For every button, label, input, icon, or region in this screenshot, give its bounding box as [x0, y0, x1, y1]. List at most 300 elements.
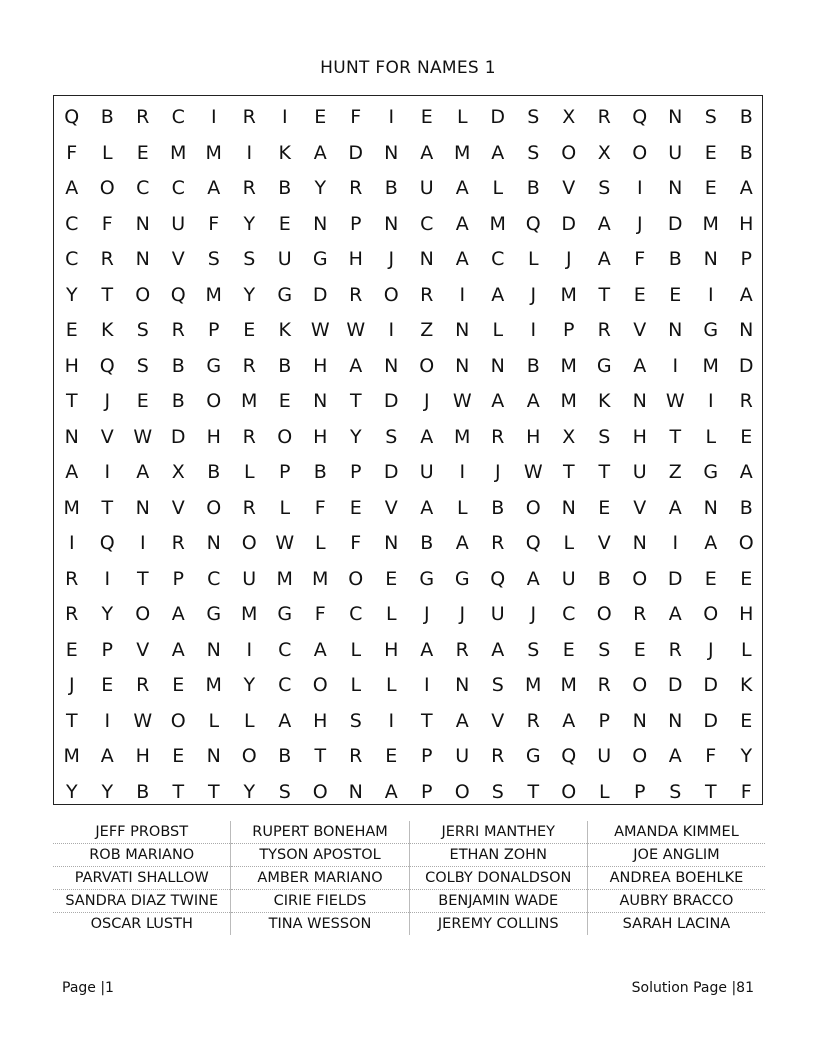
grid-letter: A — [171, 603, 185, 625]
word-search-grid-frame — [53, 95, 763, 805]
grid-letter: Q — [525, 532, 541, 554]
grid-letter: A — [420, 425, 434, 448]
grid-letter: A — [65, 461, 79, 483]
grid-letter: J — [530, 603, 537, 625]
grid-letter: I — [281, 106, 288, 128]
grid-letter: V — [136, 638, 150, 661]
grid-letter: Y — [101, 603, 114, 625]
grid-letter: N — [703, 496, 718, 519]
grid-row — [54, 136, 764, 172]
grid-row — [54, 668, 764, 704]
grid-letter: A — [739, 283, 753, 306]
grid-letter: A — [455, 248, 469, 270]
grid-letter: O — [312, 674, 328, 696]
grid-letter: D — [667, 212, 683, 235]
grid-letter: F — [705, 745, 717, 767]
grid-row — [54, 633, 764, 669]
grid-letter: N — [348, 780, 363, 803]
grid-letter: N — [668, 177, 683, 199]
grid-letter: N — [490, 354, 505, 377]
grid-letter: L — [527, 248, 539, 270]
grid-letter: Z — [420, 319, 434, 341]
grid-row — [54, 597, 764, 633]
grid-letter: V — [100, 425, 114, 448]
grid-letter: L — [705, 425, 717, 448]
grid-letter: J — [707, 638, 714, 661]
word-list-row — [53, 821, 765, 844]
grid-row — [54, 562, 764, 598]
grid-letter: W — [452, 390, 472, 412]
grid-letter: G — [703, 319, 719, 341]
grid-row — [54, 455, 764, 491]
grid-letter: M — [560, 674, 577, 696]
grid-letter: S — [704, 106, 717, 128]
word-list-item: CIRIE FIELDS — [231, 890, 409, 913]
grid-row — [54, 171, 764, 207]
grid-letter: H — [313, 354, 328, 377]
grid-letter: L — [598, 780, 610, 803]
word-list-item: JERRI MANTHEY — [409, 821, 587, 844]
grid-letter: M — [205, 674, 222, 696]
grid-letter: Q — [490, 567, 506, 590]
grid-letter: C — [207, 567, 221, 590]
grid-letter: E — [278, 212, 291, 235]
grid-letter: B — [384, 177, 398, 199]
grid-letter: E — [740, 567, 753, 590]
grid-letter: L — [456, 496, 468, 519]
grid-letter: S — [598, 425, 611, 448]
grid-letter: B — [171, 354, 185, 377]
grid-letter: A — [491, 283, 505, 306]
grid-letter: M — [454, 141, 471, 164]
grid-letter: A — [100, 745, 114, 767]
grid-letter: O — [241, 745, 257, 767]
grid-letter: W — [133, 425, 153, 448]
grid-letter: E — [704, 141, 717, 164]
grid-letter: H — [632, 425, 647, 448]
grid-letter: O — [632, 674, 648, 696]
grid-letter: I — [246, 141, 253, 164]
grid-letter: B — [491, 496, 505, 519]
grid-letter: S — [207, 248, 220, 270]
grid-letter: D — [703, 674, 719, 696]
grid-letter: Q — [525, 212, 541, 235]
grid-letter: Y — [243, 283, 256, 306]
grid-letter: L — [492, 319, 504, 341]
grid-letter: F — [314, 496, 326, 519]
word-list-item: AMANDA KIMMEL — [587, 821, 765, 844]
grid-letter: A — [491, 638, 505, 661]
word-list-item: ROB MARIANO — [53, 844, 231, 867]
grid-letter: E — [385, 567, 398, 590]
grid-letter: M — [63, 745, 80, 767]
grid-letter: E — [633, 638, 646, 661]
grid-letter: D — [703, 709, 719, 732]
word-list-item: TINA WESSON — [231, 913, 409, 936]
grid-letter: S — [527, 106, 540, 128]
grid-letter: L — [563, 532, 575, 554]
grid-letter: N — [632, 532, 647, 554]
grid-letter: U — [419, 461, 434, 483]
grid-letter: I — [210, 106, 217, 128]
grid-letter: N — [384, 532, 399, 554]
grid-letter: N — [313, 212, 328, 235]
grid-letter: A — [597, 248, 611, 270]
grid-letter: Y — [314, 177, 327, 199]
grid-letter: Y — [65, 283, 78, 306]
grid-letter: T — [172, 780, 185, 803]
grid-letter: V — [597, 532, 611, 554]
grid-letter: E — [385, 745, 398, 767]
grid-letter: C — [278, 674, 292, 696]
grid-letter: V — [171, 248, 185, 270]
grid-letter: F — [208, 212, 220, 235]
grid-letter: E — [420, 106, 433, 128]
grid-letter: G — [206, 354, 222, 377]
grid-letter: M — [170, 141, 187, 164]
grid-letter: C — [65, 212, 79, 235]
grid-letter: N — [632, 709, 647, 732]
grid-letter: M — [241, 390, 258, 412]
word-list-item: TYSON APOSTOL — [231, 844, 409, 867]
grid-letter: D — [348, 141, 364, 164]
grid-letter: H — [739, 212, 754, 235]
grid-letter: E — [172, 674, 185, 696]
grid-letter: K — [740, 674, 753, 696]
word-list-item: BENJAMIN WADE — [409, 890, 587, 913]
grid-letter: C — [136, 177, 150, 199]
grid-row — [54, 775, 764, 811]
grid-letter: Y — [243, 212, 256, 235]
grid-letter: O — [170, 709, 186, 732]
grid-letter: O — [277, 425, 293, 448]
grid-letter: M — [702, 354, 719, 377]
grid-letter: A — [384, 780, 398, 803]
grid-letter: L — [350, 638, 362, 661]
grid-letter: M — [489, 212, 506, 235]
grid-letter: R — [349, 283, 363, 306]
grid-letter: L — [243, 709, 255, 732]
grid-letter: A — [668, 745, 682, 767]
grid-letter: E — [136, 141, 149, 164]
grid-letter: R — [491, 532, 505, 554]
grid-letter: S — [598, 638, 611, 661]
grid-letter: T — [101, 283, 114, 306]
grid-letter: G — [277, 283, 293, 306]
word-list-item: JEFF PROBST — [53, 821, 231, 844]
grid-letter: E — [669, 283, 682, 306]
grid-letter: S — [598, 177, 611, 199]
grid-letter: T — [598, 283, 611, 306]
grid-letter: L — [492, 177, 504, 199]
grid-letter: C — [171, 106, 185, 128]
grid-letter: T — [314, 745, 327, 767]
grid-letter: N — [135, 248, 150, 270]
grid-letter: S — [669, 780, 682, 803]
grid-letter: N — [384, 141, 399, 164]
grid-letter: N — [668, 106, 683, 128]
grid-letter: W — [665, 390, 685, 412]
grid-row — [54, 278, 764, 314]
grid-letter: D — [170, 425, 186, 448]
grid-letter: S — [278, 780, 291, 803]
grid-letter: R — [65, 567, 79, 590]
grid-letter: J — [388, 248, 395, 270]
grid-letter: Q — [561, 745, 577, 767]
grid-letter: G — [312, 248, 328, 270]
grid-letter: A — [491, 141, 505, 164]
grid-letter: I — [423, 674, 430, 696]
grid-letter: I — [68, 532, 75, 554]
grid-letter: A — [278, 709, 292, 732]
grid-letter: X — [562, 106, 576, 128]
grid-letter: J — [104, 390, 111, 412]
grid-letter: N — [632, 390, 647, 412]
grid-letter: X — [171, 461, 185, 483]
grid-letter: S — [491, 674, 504, 696]
grid-letter: N — [384, 354, 399, 377]
grid-letter: A — [562, 709, 576, 732]
grid-letter: R — [597, 319, 611, 341]
grid-row — [54, 349, 764, 385]
grid-letter: W — [310, 319, 330, 341]
grid-letter: N — [703, 248, 718, 270]
grid-letter: M — [560, 390, 577, 412]
grid-letter: Z — [668, 461, 682, 483]
grid-letter: T — [101, 496, 114, 519]
grid-letter: H — [135, 745, 150, 767]
grid-letter: N — [384, 212, 399, 235]
grid-letter: P — [598, 709, 610, 732]
grid-letter: L — [208, 709, 220, 732]
grid-letter: V — [171, 496, 185, 519]
grid-letter: U — [561, 567, 576, 590]
grid-letter: M — [276, 567, 293, 590]
grid-letter: L — [385, 603, 397, 625]
grid-letter: M — [454, 425, 471, 448]
grid-letter: Y — [243, 780, 256, 803]
grid-letter: C — [349, 603, 363, 625]
solution-page-reference: Solution Page |81 — [631, 980, 754, 996]
grid-letter: C — [420, 212, 434, 235]
grid-letter: U — [455, 745, 470, 767]
grid-letter: Y — [740, 745, 753, 767]
grid-letter: A — [455, 532, 469, 554]
grid-letter: H — [526, 425, 541, 448]
grid-letter: P — [101, 638, 113, 661]
grid-letter: R — [136, 106, 150, 128]
grid-letter: S — [349, 709, 362, 732]
grid-letter: L — [385, 674, 397, 696]
grid-letter: N — [668, 709, 683, 732]
grid-letter: J — [423, 603, 430, 625]
grid-letter: N — [206, 638, 221, 661]
grid-letter: R — [597, 106, 611, 128]
grid-letter: P — [740, 248, 752, 270]
grid-row — [54, 739, 764, 775]
grid-letter: R — [136, 674, 150, 696]
grid-letter: A — [171, 638, 185, 661]
grid-letter: B — [278, 177, 292, 199]
grid-letter: A — [668, 603, 682, 625]
grid-letter: F — [350, 532, 362, 554]
word-list-row — [53, 890, 765, 913]
word-list-item: RUPERT BONEHAM — [231, 821, 409, 844]
grid-letter: V — [562, 177, 576, 199]
grid-letter: M — [205, 283, 222, 306]
grid-letter: B — [739, 141, 753, 164]
grid-letter: J — [459, 603, 466, 625]
page-title: HUNT FOR NAMES 1 — [320, 58, 496, 78]
grid-letter: F — [66, 141, 78, 164]
grid-letter: A — [420, 141, 434, 164]
word-list-item: AUBRY BRACCO — [587, 890, 765, 913]
grid-letter: X — [562, 425, 576, 448]
grid-letter: B — [739, 106, 753, 128]
grid-letter: D — [383, 390, 399, 412]
grid-letter: A — [207, 177, 221, 199]
grid-letter: M — [560, 283, 577, 306]
grid-letter: O — [703, 603, 719, 625]
grid-letter: A — [526, 390, 540, 412]
grid-letter: P — [634, 780, 646, 803]
grid-letter: P — [563, 319, 575, 341]
grid-letter: A — [597, 212, 611, 235]
grid-letter: A — [136, 461, 150, 483]
grid-letter: D — [312, 283, 328, 306]
grid-letter: T — [704, 780, 717, 803]
grid-letter: H — [313, 709, 328, 732]
grid-letter: U — [490, 603, 505, 625]
grid-letter: A — [633, 354, 647, 377]
grid-letter: N — [135, 496, 150, 519]
grid-letter: Q — [99, 354, 115, 377]
grid-letter: G — [206, 603, 222, 625]
word-list-item: ANDREA BOEHLKE — [587, 867, 765, 890]
grid-letter: B — [313, 461, 327, 483]
grid-letter: B — [597, 567, 611, 590]
grid-letter: B — [526, 177, 540, 199]
grid-letter: H — [206, 425, 221, 448]
grid-letter: I — [707, 390, 714, 412]
grid-letter: H — [348, 248, 363, 270]
grid-letter: P — [421, 745, 433, 767]
grid-letter: O — [135, 603, 151, 625]
grid-letter: U — [242, 567, 257, 590]
grid-letter: A — [704, 532, 718, 554]
grid-letter: Y — [101, 780, 114, 803]
grid-letter: N — [739, 319, 754, 341]
word-list-item: COLBY DONALDSON — [409, 867, 587, 890]
grid-letter: T — [669, 425, 682, 448]
grid-letter: P — [279, 461, 291, 483]
grid-letter: H — [64, 354, 79, 377]
grid-letter: I — [388, 709, 395, 732]
grid-letter: F — [314, 603, 326, 625]
grid-letter: E — [136, 390, 149, 412]
grid-letter: L — [740, 638, 752, 661]
grid-letter: J — [565, 248, 572, 270]
grid-letter: D — [667, 567, 683, 590]
grid-letter: G — [525, 745, 541, 767]
grid-letter: M — [525, 674, 542, 696]
grid-letter: R — [526, 709, 540, 732]
page-number: Page |1 — [62, 980, 114, 996]
word-list-row — [53, 867, 765, 890]
grid-letter: J — [494, 461, 501, 483]
grid-letter: L — [279, 496, 291, 519]
grid-letter: R — [242, 354, 256, 377]
grid-letter: R — [455, 638, 469, 661]
grid-letter: N — [561, 496, 576, 519]
grid-letter: T — [207, 780, 220, 803]
grid-letter: W — [523, 461, 543, 483]
grid-letter: D — [738, 354, 754, 377]
grid-letter: I — [636, 177, 643, 199]
word-list-row — [53, 844, 765, 867]
grid-letter: D — [667, 674, 683, 696]
grid-letter: I — [104, 567, 111, 590]
grid-letter: G — [454, 567, 470, 590]
grid-row — [54, 704, 764, 740]
grid-letter: R — [242, 106, 256, 128]
grid-letter: C — [278, 638, 292, 661]
grid-letter: G — [596, 354, 612, 377]
grid-letter: E — [633, 283, 646, 306]
grid-letter: A — [455, 212, 469, 235]
grid-letter: Q — [64, 106, 80, 128]
grid-letter: F — [634, 248, 646, 270]
grid-letter: Y — [65, 780, 78, 803]
grid-letter: B — [136, 780, 150, 803]
grid-letter: K — [278, 141, 291, 164]
grid-letter: R — [242, 177, 256, 199]
grid-letter: B — [526, 354, 540, 377]
grid-letter: N — [455, 319, 470, 341]
grid-letter: D — [383, 461, 399, 483]
grid-letter: N — [206, 532, 221, 554]
grid-letter: O — [241, 532, 257, 554]
grid-letter: R — [668, 638, 682, 661]
grid-letter: I — [139, 532, 146, 554]
grid-letter: C — [562, 603, 576, 625]
grid-letter: A — [455, 709, 469, 732]
grid-letter: E — [314, 106, 327, 128]
grid-letter: A — [313, 638, 327, 661]
grid-letter: E — [65, 319, 78, 341]
grid-letter: A — [420, 638, 434, 661]
grid-letter: P — [208, 319, 220, 341]
grid-letter: P — [350, 461, 362, 483]
grid-letter: O — [99, 177, 115, 199]
grid-letter: N — [455, 674, 470, 696]
grid-letter: A — [491, 390, 505, 412]
grid-letter: R — [349, 745, 363, 767]
grid-letter: O — [206, 496, 222, 519]
grid-letter: N — [206, 745, 221, 767]
grid-letter: O — [632, 745, 648, 767]
grid-letter: E — [562, 638, 575, 661]
grid-letter: U — [171, 212, 186, 235]
grid-letter: R — [171, 319, 185, 341]
grid-letter: T — [349, 390, 362, 412]
word-list-row — [53, 913, 765, 936]
grid-letter: S — [136, 354, 149, 377]
grid-letter: F — [101, 212, 113, 235]
grid-letter: C — [65, 248, 79, 270]
grid-letter: D — [490, 106, 506, 128]
grid-letter: U — [668, 141, 683, 164]
